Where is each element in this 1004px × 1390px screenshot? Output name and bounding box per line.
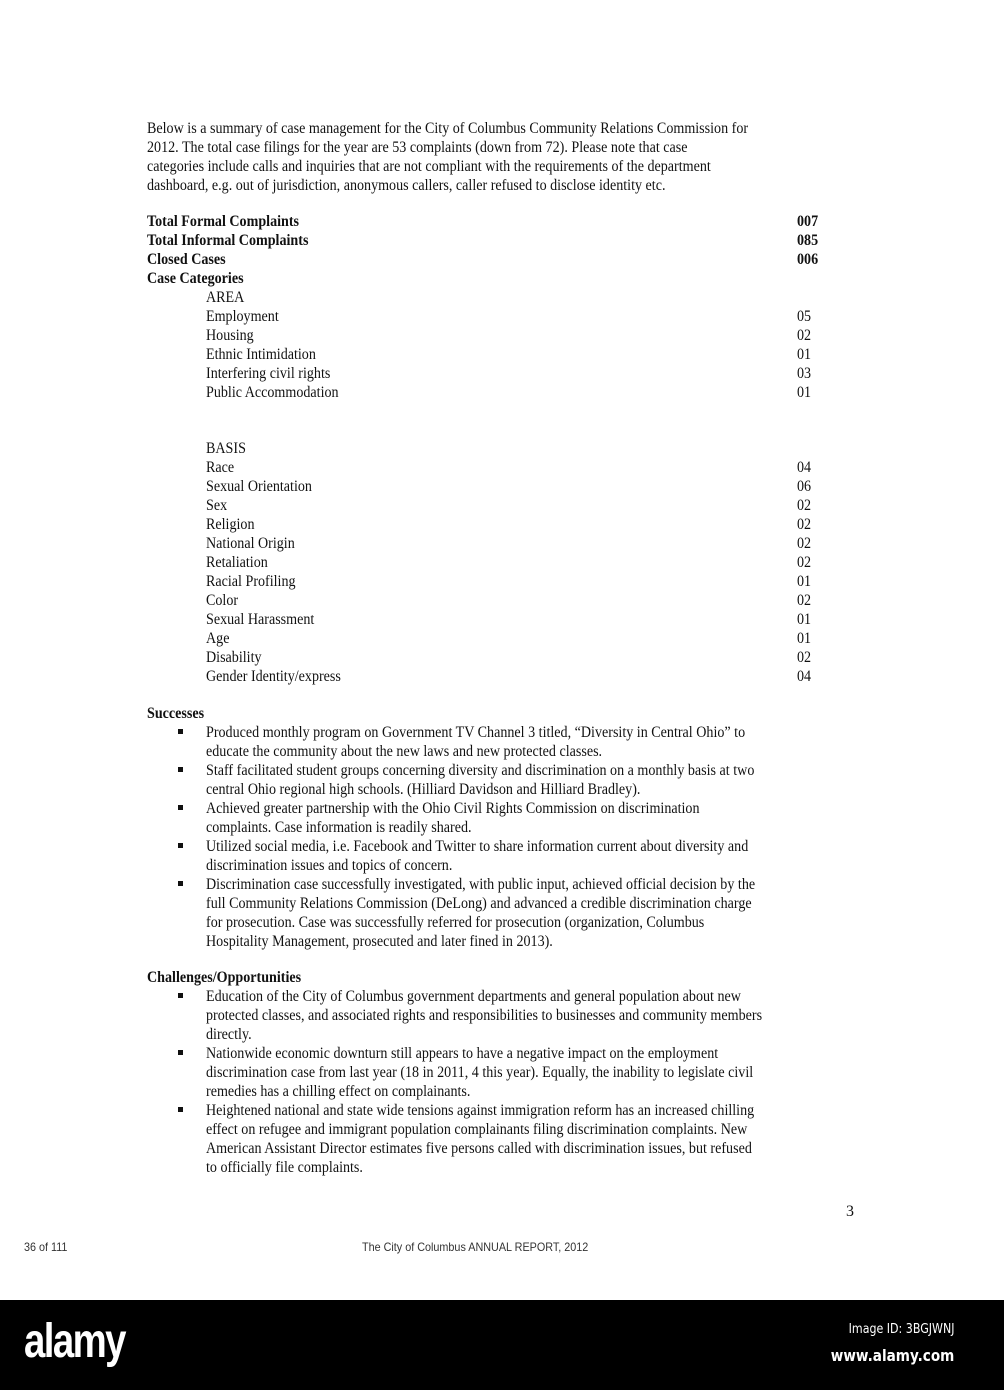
bullet-line: Hospitality Management, prosecuted and later fined in 2013). bbox=[206, 933, 553, 950]
bullet-item bbox=[147, 837, 867, 875]
total-label: Total Formal Complaints bbox=[147, 213, 300, 230]
bullet-item bbox=[147, 799, 867, 837]
bullet-line: full Community Relations Commission (DeLong) and advanced a credible discrimination charge bbox=[206, 895, 752, 912]
total-label: Total Informal Complaints bbox=[147, 232, 309, 249]
bullet-line: American Assistant Director estimates five persons called with discrimination issues, but refused bbox=[206, 1140, 752, 1157]
category-label: Sex bbox=[206, 497, 228, 514]
category-value: 02 bbox=[797, 554, 812, 571]
category-row bbox=[147, 458, 847, 477]
category-label: Ethnic Intimidation bbox=[206, 346, 316, 363]
category-label: Sexual Orientation bbox=[206, 478, 312, 495]
category-label: Racial Profiling bbox=[206, 573, 296, 590]
basis-heading bbox=[147, 439, 847, 458]
category-row bbox=[147, 553, 847, 572]
intro-line: 2012. The total case filings for the year are 53 complaints (down from 72). Please note that case bbox=[147, 139, 688, 156]
bullet-line: discrimination case from last year (18 in 2011, 4 this year). Equally, the inability to legislate civil bbox=[206, 1064, 754, 1081]
bullet-line: Nationwide economic downturn still appears to have a negative impact on the employment bbox=[206, 1045, 719, 1062]
intro-paragraph bbox=[147, 119, 830, 195]
footer-page-count: 36 of 111 bbox=[24, 1240, 68, 1254]
category-value: 02 bbox=[797, 327, 812, 344]
bullet-line: complaints. Case information is readily shared. bbox=[206, 819, 472, 836]
watermark-site: www.alamy.com bbox=[830, 1346, 954, 1365]
basis-section bbox=[147, 439, 847, 686]
bullet-item bbox=[147, 761, 867, 799]
category-value: 02 bbox=[797, 516, 812, 533]
bullet-icon bbox=[178, 767, 183, 772]
bullet-line: central Ohio regional high schools. (Hilliard Davidson and Hilliard Bradley). bbox=[206, 781, 641, 798]
category-value: 02 bbox=[797, 649, 812, 666]
bullet-line: for prosecution. Case was successfully referred for prosecution (organization, Columbus bbox=[206, 914, 705, 931]
category-label: Sexual Harassment bbox=[206, 611, 315, 628]
category-label: Retaliation bbox=[206, 554, 268, 571]
area-section bbox=[147, 288, 847, 402]
category-value: 02 bbox=[797, 497, 812, 514]
bullet-item bbox=[147, 875, 867, 951]
category-row bbox=[147, 326, 847, 345]
bullet-line: protected classes, and associated rights and responsibilities to businesses and community members bbox=[206, 1007, 763, 1024]
bullet-line: educate the community about the new laws and new protected classes. bbox=[206, 743, 603, 760]
category-row bbox=[147, 610, 847, 629]
page-number: 3 bbox=[846, 1203, 854, 1220]
bullet-line: Staff facilitated student groups concerning diversity and discrimination on a monthly basis at two bbox=[206, 762, 755, 779]
bullet-item bbox=[147, 723, 867, 761]
watermark-bar bbox=[0, 1300, 1004, 1390]
bullet-item bbox=[147, 987, 867, 1044]
intro-line: categories include calls and inquiries that are not compliant with the requirements of the department bbox=[147, 158, 711, 175]
total-value: 085 bbox=[797, 232, 819, 249]
intro-line: Below is a summary of case management for the City of Columbus Community Relations Commission for bbox=[147, 120, 749, 137]
category-value: 01 bbox=[797, 611, 812, 628]
total-row bbox=[147, 231, 847, 250]
bullet-item bbox=[147, 1044, 867, 1101]
bullet-line: Discrimination case successfully investigated, with public input, achieved official decision by the bbox=[206, 876, 756, 893]
area-heading-label: AREA bbox=[206, 289, 245, 306]
category-label: Employment bbox=[206, 308, 279, 325]
category-row bbox=[147, 572, 847, 591]
bullet-line: Achieved greater partnership with the Ohio Civil Rights Commission on discrimination bbox=[206, 800, 700, 817]
challenges-heading: Challenges/Opportunities bbox=[147, 969, 302, 986]
category-value: 04 bbox=[797, 459, 812, 476]
bullet-icon bbox=[178, 1050, 183, 1055]
category-label: Color bbox=[206, 592, 239, 609]
category-row bbox=[147, 307, 847, 326]
bullet-line: Education of the City of Columbus government departments and general population about new bbox=[206, 988, 741, 1005]
category-value: 01 bbox=[797, 346, 812, 363]
bullet-line: directly. bbox=[206, 1026, 252, 1043]
bullet-line: discrimination issues and topics of concern. bbox=[206, 857, 453, 874]
total-label: Closed Cases bbox=[147, 251, 226, 268]
category-value: 04 bbox=[797, 668, 812, 685]
totals-table bbox=[147, 212, 847, 288]
category-label: Gender Identity/express bbox=[206, 668, 341, 685]
bullet-line: effect on refugee and immigrant population complainants filing discrimination complaints. New bbox=[206, 1121, 748, 1138]
bullet-line: Utilized social media, i.e. Facebook and Twitter to share information current about diversity and bbox=[206, 838, 749, 855]
bullet-icon bbox=[178, 805, 183, 810]
category-label: National Origin bbox=[206, 535, 295, 552]
category-row bbox=[147, 534, 847, 553]
category-label: Religion bbox=[206, 516, 255, 533]
bullet-icon bbox=[178, 993, 183, 998]
bullet-item bbox=[147, 1101, 867, 1177]
bullet-icon bbox=[178, 881, 183, 886]
category-value: 01 bbox=[797, 573, 812, 590]
basis-heading-label: BASIS bbox=[206, 440, 246, 457]
category-value: 05 bbox=[797, 308, 812, 325]
category-value: 01 bbox=[797, 630, 812, 647]
category-row bbox=[147, 515, 847, 534]
case-categories-label: Case Categories bbox=[147, 270, 244, 287]
category-row bbox=[147, 667, 847, 686]
successes-heading: Successes bbox=[147, 705, 205, 722]
bullet-icon bbox=[178, 843, 183, 848]
category-value: 06 bbox=[797, 478, 812, 495]
footer-title: The City of Columbus ANNUAL REPORT, 2012 bbox=[362, 1240, 589, 1254]
successes-section bbox=[147, 704, 867, 951]
bullet-icon bbox=[178, 1107, 183, 1112]
case-categories-heading bbox=[147, 269, 847, 288]
category-row bbox=[147, 591, 847, 610]
category-value: 03 bbox=[797, 365, 812, 382]
bullet-line: to officially file complaints. bbox=[206, 1159, 363, 1176]
category-value: 02 bbox=[797, 592, 812, 609]
category-row bbox=[147, 648, 847, 667]
category-value: 02 bbox=[797, 535, 812, 552]
category-row bbox=[147, 629, 847, 648]
category-label: Public Accommodation bbox=[206, 384, 339, 401]
category-label: Age bbox=[206, 630, 230, 647]
bullet-line: remedies has a chilling effect on complainants. bbox=[206, 1083, 471, 1100]
bullet-line: Produced monthly program on Government TV Channel 3 titled, “Diversity in Central Ohio” to bbox=[206, 724, 746, 741]
category-value: 01 bbox=[797, 384, 812, 401]
intro-line: dashboard, e.g. out of jurisdiction, anonymous callers, caller refused to disclose identity etc. bbox=[147, 177, 666, 194]
total-value: 006 bbox=[797, 251, 819, 268]
category-label: Race bbox=[206, 459, 235, 476]
total-value: 007 bbox=[797, 213, 819, 230]
watermark-logo: alamy bbox=[24, 1315, 125, 1368]
category-row bbox=[147, 496, 847, 515]
category-row bbox=[147, 364, 847, 383]
category-label: Interfering civil rights bbox=[206, 365, 331, 382]
bullet-icon bbox=[178, 729, 183, 734]
total-row bbox=[147, 250, 847, 269]
category-label: Disability bbox=[206, 649, 262, 666]
watermark-image-id: Image ID: 3BGJWNJ bbox=[848, 1322, 954, 1337]
bullet-line: Heightened national and state wide tensions against immigration reform has an increased chilling bbox=[206, 1102, 755, 1119]
category-row bbox=[147, 477, 847, 496]
category-label: Housing bbox=[206, 327, 254, 344]
category-row bbox=[147, 383, 847, 402]
total-row bbox=[147, 212, 847, 231]
challenges-section bbox=[147, 968, 867, 1177]
area-heading bbox=[147, 288, 847, 307]
category-row bbox=[147, 345, 847, 364]
